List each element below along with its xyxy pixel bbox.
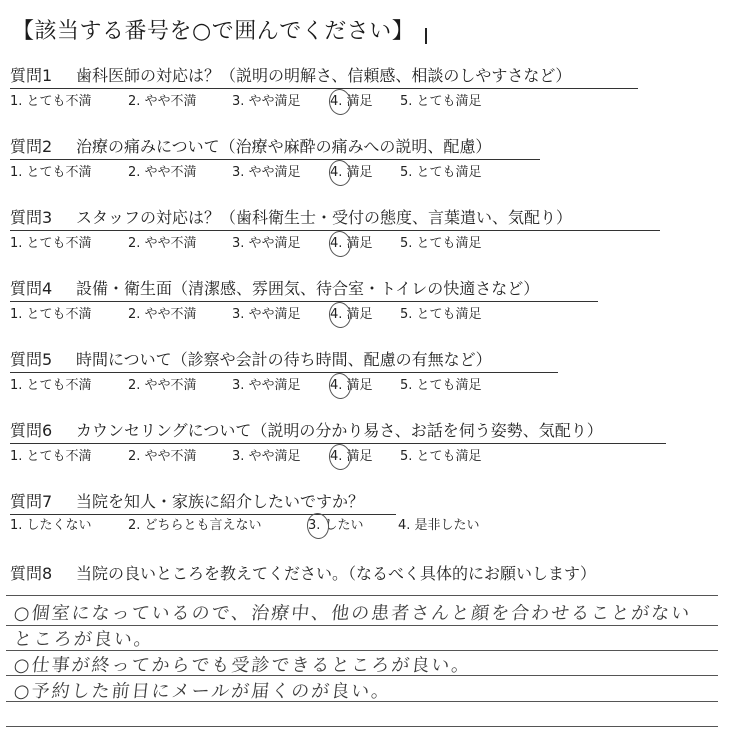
q6-option-5[interactable]: 5. とても満足 bbox=[400, 449, 482, 464]
question-6-number: 質問6 bbox=[10, 421, 53, 440]
q5-option-3[interactable]: 3. やや満足 bbox=[232, 378, 301, 393]
comment-text-4: ○予約した前日にメールが届くのが良い。 bbox=[12, 681, 393, 702]
question-4-text: 設備・衛生面（清潔感、雰囲気、待合室・トイレの快適さなど） bbox=[76, 279, 540, 298]
question-2-text: 治療の痛みについて（治療や麻酔の痛みへの説明、配慮） bbox=[76, 137, 492, 156]
question-7-text: 当院を知人・家族に紹介したいですか？ bbox=[76, 492, 365, 511]
question-3-heading bbox=[10, 208, 572, 228]
q1-option-3[interactable]: 3. やや満足 bbox=[232, 94, 301, 109]
q6-selected-circle bbox=[327, 443, 352, 472]
q2-option-2[interactable]: 2. やや不満 bbox=[128, 165, 197, 180]
q4-option-3[interactable]: 3. やや満足 bbox=[232, 307, 301, 322]
q4-selected-circle bbox=[327, 301, 352, 330]
q3-selected-circle bbox=[327, 230, 352, 259]
question-7-underline bbox=[10, 514, 396, 515]
comment-line bbox=[6, 726, 718, 727]
q7-option-2[interactable]: 2. どちらとも言えない bbox=[128, 518, 262, 533]
q7-selected-circle bbox=[305, 512, 330, 541]
q6-option-1[interactable]: 1. とても不満 bbox=[10, 449, 92, 464]
q7-option-3[interactable]: 3. したい bbox=[308, 518, 364, 533]
q3-option-3[interactable]: 3. やや満足 bbox=[232, 236, 301, 251]
question-1-underline bbox=[10, 88, 638, 89]
question-5-number: 質問5 bbox=[10, 350, 53, 369]
question-1-text: 歯科医師の対応は？（説明の明解さ、信頼感、相談のしやすさなど） bbox=[76, 66, 572, 85]
question-5-heading bbox=[10, 350, 492, 370]
question-6-text: カウンセリングについて（説明の分かり易さ、お話を伺う姿勢、気配り） bbox=[76, 421, 603, 440]
q1-option-1[interactable]: 1. とても不満 bbox=[10, 94, 92, 109]
question-7-number: 質問7 bbox=[10, 492, 53, 511]
q7-option-1[interactable]: 1. したくない bbox=[10, 518, 92, 533]
comment-text-1: ○個室になっているので、治療中、他の患者さんと顔を合わせることがない bbox=[12, 603, 693, 624]
question-8-number: 質問8 bbox=[10, 564, 53, 583]
question-5-underline bbox=[10, 372, 558, 373]
q3-option-1[interactable]: 1. とても不満 bbox=[10, 236, 92, 251]
question-3-number: 質問3 bbox=[10, 208, 53, 227]
q6-option-4[interactable]: 4. 満足 bbox=[330, 449, 373, 464]
q4-option-2[interactable]: 2. やや不満 bbox=[128, 307, 197, 322]
pen-mark bbox=[425, 28, 427, 44]
q7-option-4[interactable]: 4. 是非したい bbox=[398, 518, 480, 533]
question-3-text: スタッフの対応は？（歯科衛生士・受付の態度、言葉遣い、気配り） bbox=[76, 208, 573, 227]
question-1-heading bbox=[10, 66, 571, 86]
question-4-heading bbox=[10, 279, 539, 299]
q3-option-4[interactable]: 4. 満足 bbox=[330, 236, 373, 251]
q5-selected-circle bbox=[327, 372, 352, 401]
q1-selected-circle bbox=[327, 88, 352, 117]
question-2-heading bbox=[10, 137, 491, 157]
q1-option-2[interactable]: 2. やや不満 bbox=[128, 94, 197, 109]
comment-line bbox=[6, 595, 718, 596]
question-2-underline bbox=[10, 159, 540, 160]
question-6-heading bbox=[10, 421, 603, 441]
comment-text-3: ○仕事が終ってからでも受診できるところが良い。 bbox=[12, 655, 473, 676]
q5-option-1[interactable]: 1. とても不満 bbox=[10, 378, 92, 393]
q3-option-2[interactable]: 2. やや不満 bbox=[128, 236, 197, 251]
comment-text-2: ところが良い。 bbox=[12, 629, 155, 650]
question-5-text: 時間について（診察や会計の待ち時間、配慮の有無など） bbox=[76, 350, 492, 369]
question-8-text: 当院の良いところを教えてください。（なるべく具体的にお願いします） bbox=[76, 564, 597, 583]
q2-option-3[interactable]: 3. やや満足 bbox=[232, 165, 301, 180]
q6-option-3[interactable]: 3. やや満足 bbox=[232, 449, 301, 464]
question-8-heading bbox=[10, 564, 596, 584]
q5-option-2[interactable]: 2. やや不満 bbox=[128, 378, 197, 393]
q6-option-2[interactable]: 2. やや不満 bbox=[128, 449, 197, 464]
q2-option-1[interactable]: 1. とても不満 bbox=[10, 165, 92, 180]
q4-option-4[interactable]: 4. 満足 bbox=[330, 307, 373, 322]
q5-option-5[interactable]: 5. とても満足 bbox=[400, 378, 482, 393]
question-4-number: 質問4 bbox=[10, 279, 53, 298]
question-4-underline bbox=[10, 301, 598, 302]
question-1-number: 質問1 bbox=[10, 66, 53, 85]
instruction-heading: 【該当する番号を○で囲んでください】 bbox=[12, 19, 415, 44]
q4-option-1[interactable]: 1. とても不満 bbox=[10, 307, 92, 322]
q2-option-4[interactable]: 4. 満足 bbox=[330, 165, 373, 180]
q1-option-5[interactable]: 5. とても満足 bbox=[400, 94, 482, 109]
q5-option-4[interactable]: 4. 満足 bbox=[330, 378, 373, 393]
q3-option-5[interactable]: 5. とても満足 bbox=[400, 236, 482, 251]
q1-option-4[interactable]: 4. 満足 bbox=[330, 94, 373, 109]
q2-option-5[interactable]: 5. とても満足 bbox=[400, 165, 482, 180]
question-2-number: 質問2 bbox=[10, 137, 53, 156]
q4-option-5[interactable]: 5. とても満足 bbox=[400, 307, 482, 322]
q2-selected-circle bbox=[327, 159, 352, 188]
question-7-heading bbox=[10, 492, 364, 512]
